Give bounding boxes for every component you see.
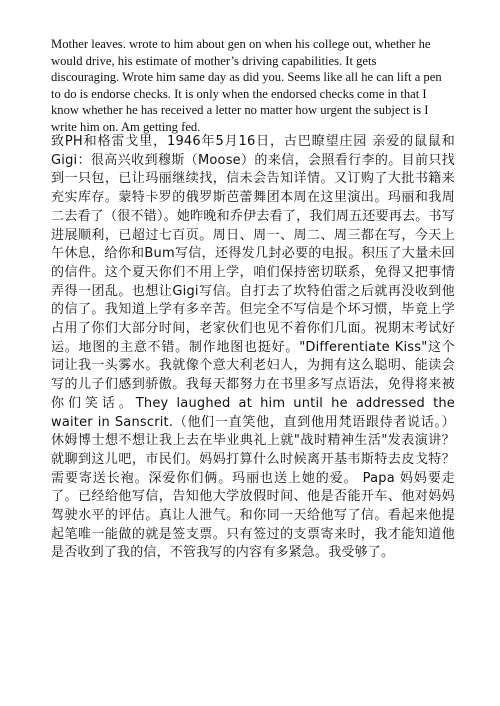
chinese-paragraph xyxy=(51,133,455,563)
english-paragraph xyxy=(51,36,446,136)
chinese-paragraph-text: 致PH和格雷戈里，1946年5月16日，古巴瞭望庄园 亲爱的鼠鼠和Gigi：很高兴收到穆斯（Moose）的来信，会照看行李的。目前只找到一只包，已让玛丽继续找，信未会告知详情。又订购了大批书籍来充实库存。蒙特卡罗的俄罗斯芭蕾舞团本周在这里演出。玛丽和我周二去看了（很不错）。她昨晚和乔伊去看了，我们周五还要再去。书写进展顺利，已超过七百页。周日、周一、周二、周三都在写，今天上午休息，给你和Bum写信，还得发几封必要的电报。积压了大量未回的信件。这个夏天你们不用上学，咱们保持密切联系，免得又把事情弄得一团乱。也想让Gigi写信。自打去了坎特伯雷之后就再没收到他的信了。我知道上学有多辛苦。但完全不写信是个坏习惯，毕竟上学占用了你们大部分时间，老家伙们也见不着你们几面。祝期末考试好运。地图的主意不错。制作地图也挺好。"Differentiate Kiss"这个词让我一头雾水。我就像个意大利老妇人，为拥有这么聪明、能读会写的儿子们感到骄傲。我每天都努力在书里多写点语法，免得将来被你们笑话。They laughed at him until he addressed the waiter in Sanscrit.（他们一直笑他，直到他用梵语跟侍者说话。）休姆博士想不想让我上去在毕业典礼上就"战时精神生活"发表演讲？就聊到这儿吧，市民们。妈妈打算什么时候离开基韦斯特去皮戈特？需要寄送长袍。深爱你们俩。玛丽也送上她的爱。 Papa 妈妈要走了。已经给他写信，告知他大学放假时间、他是否能开车、他对妈妈驾驶水平的评估。真让人泄气。和你同一天给他写了信。看起来他提起笔唯一能做的就是签支票。只有签过的支票寄来时，我才能知道他是否收到了我的信，不管我写的内容有多紧急。我受够了。 xyxy=(51,134,455,561)
english-paragraph-text: Mother leaves. wrote to him about gen on when his college out, whether he would drive, his estimate of mother’s driving capabilities. It gets discouraging. Wrote him same day as did you. Seems like all he can lift a pen to do is endorse checks. It is only when the endorsed checks come in that I know whether he has received a letter no matter how urgent the subject is I write him on. Am getting fed. xyxy=(51,37,442,134)
